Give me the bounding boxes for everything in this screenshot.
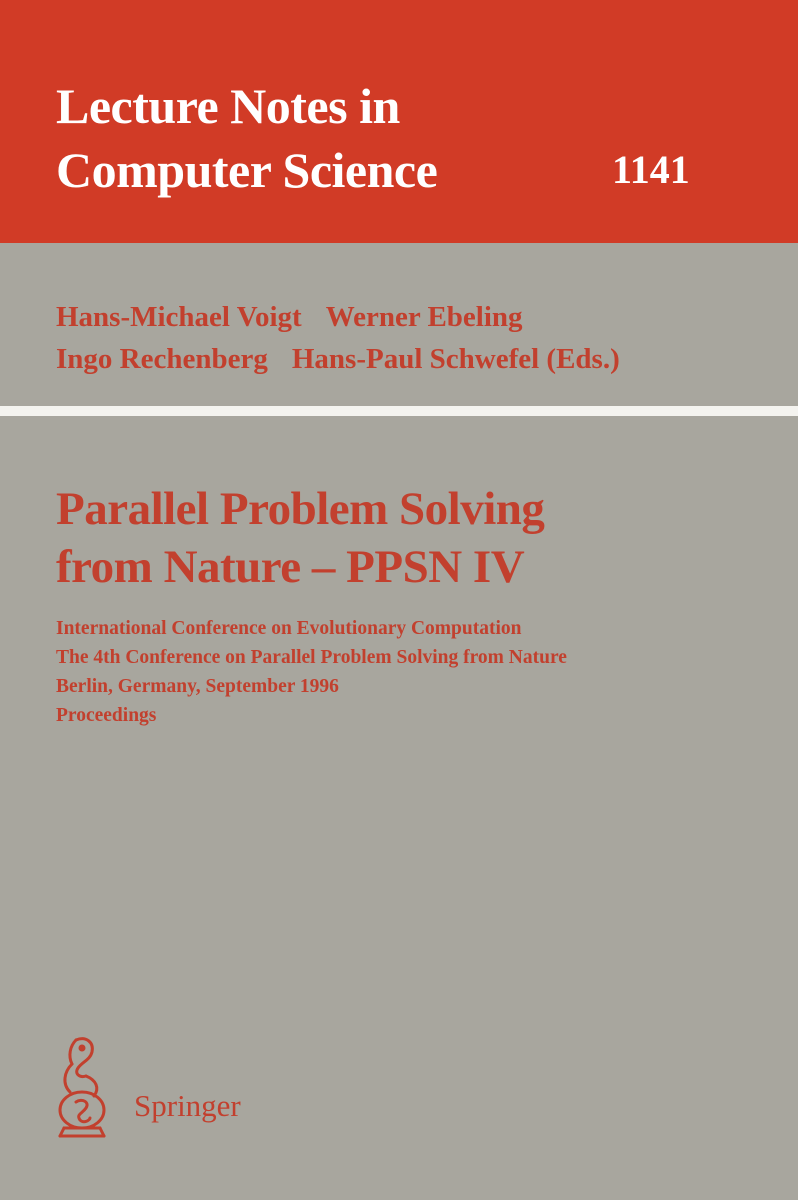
editor-name: Ingo Rechenberg: [56, 343, 268, 375]
series-title-line-1: Lecture Notes in: [56, 78, 400, 134]
subtitle-line: Proceedings: [56, 705, 157, 726]
springer-chess-knight-icon: [46, 1032, 126, 1152]
book-title-line-1: Parallel Problem Solving: [56, 483, 545, 535]
divider-rule: [0, 406, 798, 416]
series-title-line-2: Computer Science: [56, 142, 438, 198]
series-banner: [0, 0, 798, 243]
book-title: [56, 480, 544, 596]
editor-name: Hans-Paul Schwefel (Eds.): [291, 343, 620, 375]
book-title-line-2: from Nature – PPSN IV: [56, 541, 525, 593]
publisher-imprint: [46, 1032, 346, 1152]
book-subtitle: [56, 614, 567, 730]
editor-name: Werner Ebeling: [325, 301, 523, 333]
subtitle-line: International Conference on Evolutionary Computation: [56, 618, 522, 639]
editors-row-2: [56, 338, 644, 380]
series-title: [56, 74, 437, 202]
editors-row-1: [56, 296, 644, 338]
publisher-name: Springer: [134, 1088, 241, 1123]
subtitle-line: Berlin, Germany, September 1996: [56, 676, 339, 697]
editors: [56, 296, 644, 380]
subtitle-line: The 4th Conference on Parallel Problem Solving from Nature: [56, 647, 567, 668]
editor-name: Hans-Michael Voigt: [56, 301, 302, 333]
volume-number: 1141: [612, 147, 690, 192]
